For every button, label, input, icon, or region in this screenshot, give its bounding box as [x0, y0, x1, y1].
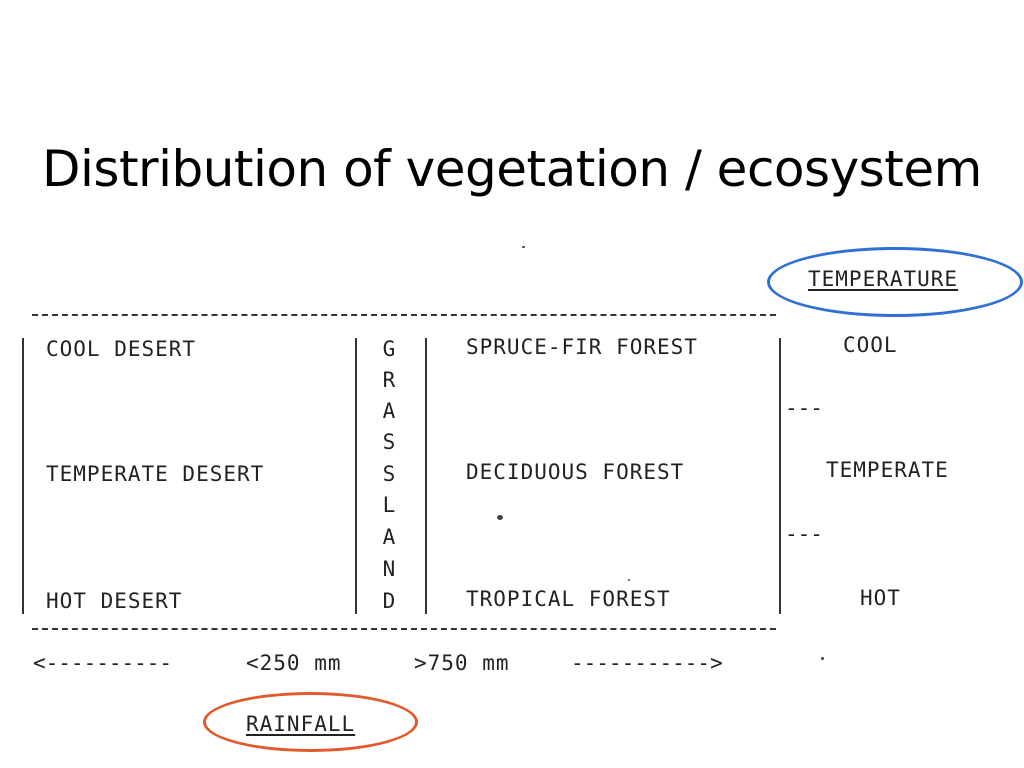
temperature-temperate: TEMPERATE: [826, 458, 949, 482]
scan-speck: [522, 246, 525, 248]
forest-deciduous: DECIDUOUS FOREST: [466, 460, 685, 484]
desert-temperate: TEMPERATE DESERT: [46, 462, 265, 486]
left-border: [22, 338, 24, 614]
grassland-letter: R: [382, 368, 396, 392]
bottom-dashed-border: [32, 628, 776, 630]
temperature-divider: ---: [785, 522, 823, 546]
top-dashed-border: [32, 314, 776, 316]
grassland-letter: L: [382, 493, 396, 517]
grassland-right-border: [425, 338, 427, 614]
rainfall-arrow-right: ----------->: [571, 651, 723, 675]
scan-speck: [628, 579, 630, 581]
temperature-hot: HOT: [860, 586, 901, 610]
forest-spruce-fir: SPRUCE-FIR FOREST: [466, 335, 698, 359]
grassland-letter: A: [382, 525, 396, 549]
rainfall-label: RAINFALL: [246, 712, 356, 736]
grassland-left-border: [355, 338, 357, 614]
temperature-cool: COOL: [843, 333, 898, 357]
desert-cool: COOL DESERT: [46, 337, 197, 361]
temperature-label: TEMPERATURE: [808, 267, 959, 291]
forest-tropical: TROPICAL FOREST: [466, 587, 671, 611]
rainfall-high-value: >750 mm: [414, 651, 510, 675]
scan-speck: [497, 515, 503, 520]
grassland-letter: A: [382, 399, 396, 423]
grassland-letter: D: [382, 589, 396, 613]
rainfall-low-value: <250 mm: [246, 651, 342, 675]
temperature-divider: ---: [785, 396, 823, 420]
grassland-letter: G: [382, 337, 396, 361]
desert-hot: HOT DESERT: [46, 589, 183, 613]
grassland-letter: S: [382, 430, 396, 454]
grassland-letter: N: [382, 557, 396, 581]
right-border: [779, 338, 781, 614]
grassland-letter: S: [382, 462, 396, 486]
slide-title: Distribution of vegetation / ecosystem: [42, 140, 982, 198]
rainfall-arrow-left: <----------: [33, 651, 173, 675]
scan-speck: [821, 657, 824, 660]
